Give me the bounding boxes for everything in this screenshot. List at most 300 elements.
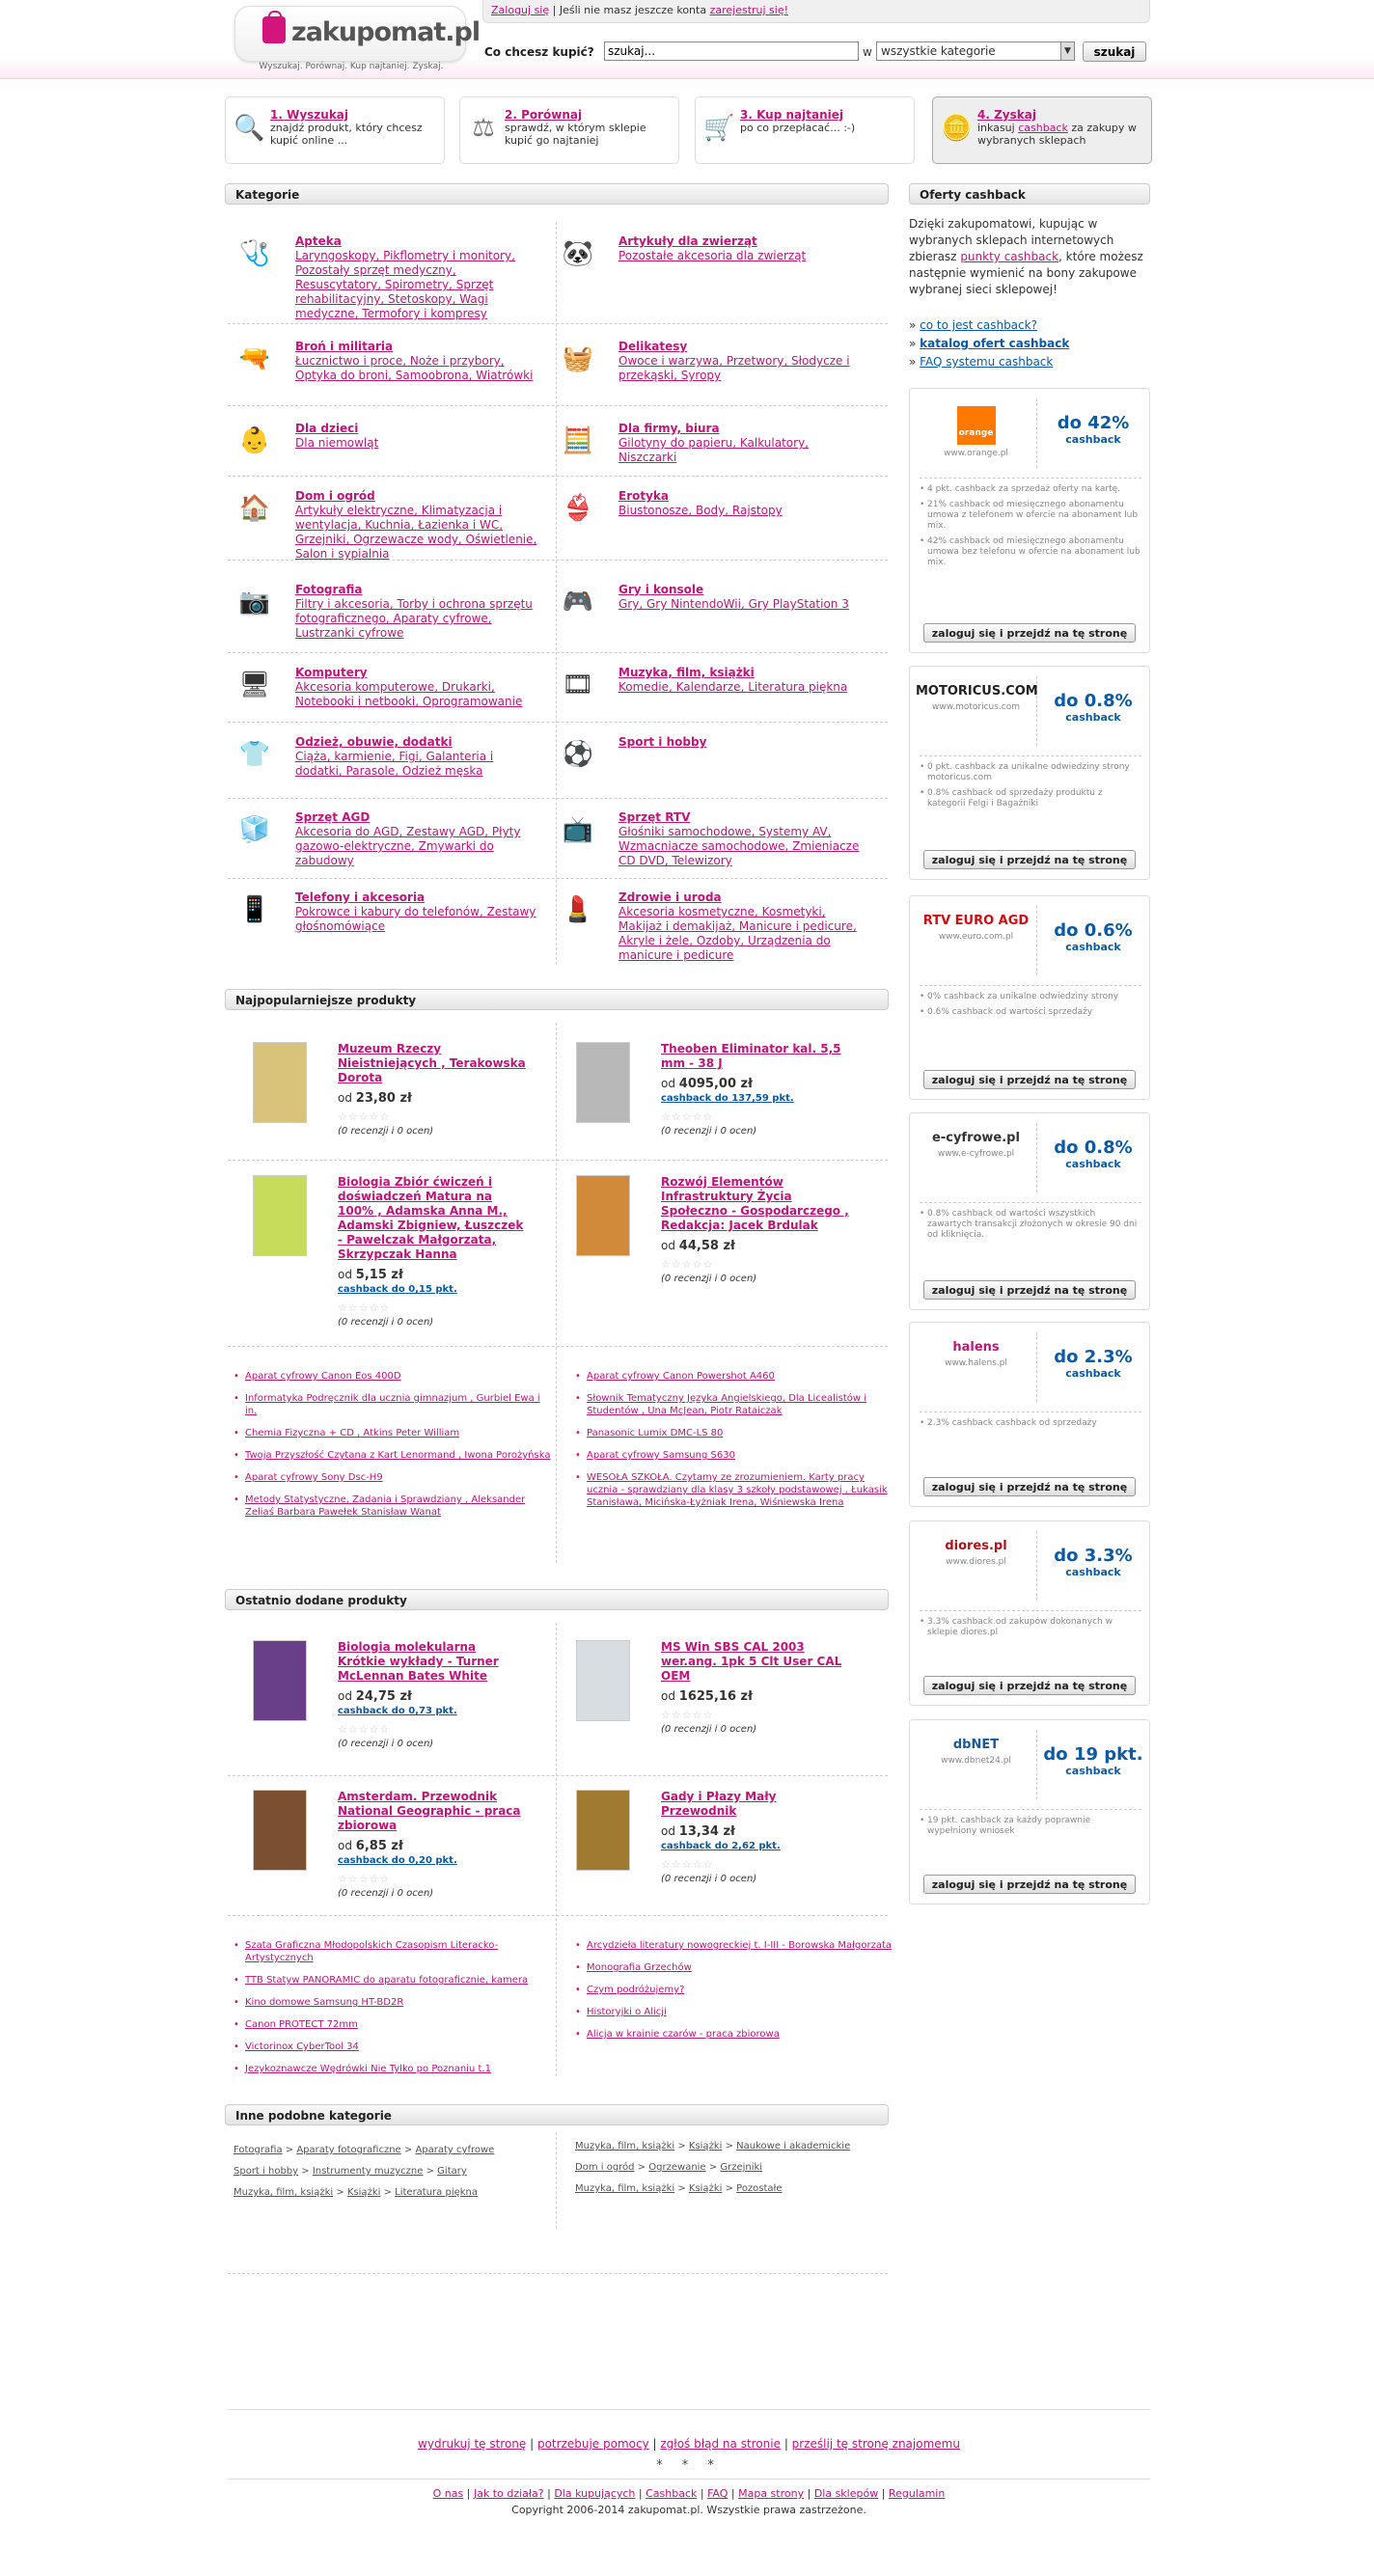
category-title[interactable]: Broń i militaria — [295, 340, 394, 353]
login-bar: Zaloguj się | Jeśli nie masz jeszcze konta zarejestruj się! — [482, 0, 1150, 23]
no-account-text: Jeśli nie masz jeszcze konta — [559, 4, 707, 16]
category-subitems[interactable]: Akcesoria komputerowe, Drukarki, Notebooki i netbooki, Oprogramowanie — [295, 680, 523, 708]
rating-stars-icon: ☆☆☆☆☆ — [338, 1873, 391, 1885]
list-item — [575, 1370, 893, 1383]
breadcrumb-link[interactable]: Aparaty fotograficzne — [296, 2145, 401, 2155]
reviews-count: (0 recenzji i 0 ocen) — [661, 1724, 757, 1735]
product-name[interactable]: Biologia Zbiór ćwiczeń i doświadczeń Matura na 100% , Adamska Anna M., Adamski Zbigniew, Łuszczek - Pawelczak Małgorzata, Skrzypczak Hanna — [338, 1175, 524, 1261]
category-title[interactable]: Zdrowie i uroda — [618, 891, 722, 904]
product-price — [338, 1839, 526, 1853]
product-name[interactable]: Biologia molekularna Krótkie wykłady - Turner McLennan Bates White — [338, 1640, 499, 1683]
breadcrumb-link[interactable]: Książki — [688, 2141, 723, 2151]
rating-stars-icon: ☆☆☆☆☆ — [338, 1110, 391, 1123]
cashback-points[interactable]: cashback do 0,73 pkt. — [338, 1706, 457, 1716]
intro-text: , które możesz następnie wymienić na bony zakupowe wybranej sieci sklepowej! — [909, 250, 1143, 296]
breadcrumb: Dom i ogród > Ogrzewanie > Grzejniki — [575, 2162, 763, 2173]
rate-label: cashback — [1065, 941, 1121, 953]
category-icon: 🧊 — [238, 814, 271, 844]
shop-url: www.e-cyfrowe.pl — [937, 1149, 1015, 1159]
product-image[interactable] — [253, 1175, 307, 1256]
divider — [228, 405, 888, 406]
category-subitems[interactable]: Głośniki samochodowe, Systemy AV, Wzmacniacze samochodowe, Zmieniacze CD DVD, Telewizory — [618, 825, 860, 867]
product-link[interactable]: Kino domowe Samsung HT-BD2R — [245, 1997, 404, 2008]
category-subitems[interactable]: Akcesoria do AGD, Zestawy AGD, Płyty gazowo-elektryczne, Zmywarki do zabudowy — [295, 825, 521, 867]
rating-stars-icon: ☆☆☆☆☆ — [338, 1723, 391, 1736]
savings-icon: 🪙 — [941, 114, 973, 143]
category-subitems[interactable]: Komedie, Kalendarze, Literatura piękna — [618, 680, 848, 694]
step-text: za zakupy w wybranych sklepach — [977, 122, 1137, 147]
cashback-points[interactable]: cashback do 0,15 pkt. — [338, 1284, 457, 1295]
breadcrumb-link[interactable]: Muzyka, film, książki — [575, 2183, 675, 2194]
product-link[interactable]: Arcydzieła literatury nowogreckiej t. I-III - Borowska Małgorzata — [587, 1940, 893, 1951]
cashback-faq-link[interactable]: FAQ systemu cashback — [920, 355, 1054, 369]
category-icon: 🎞 — [562, 670, 594, 699]
offer-note: • 21% cashback od miesięcznego abonamentu umowa z telefonem w ofercie na abonament lub mix. — [920, 500, 1141, 532]
offer-logo[interactable] — [916, 398, 1037, 468]
product-image[interactable] — [576, 1640, 630, 1721]
category-title[interactable]: Delikatesy — [618, 340, 688, 353]
rate-label: cashback — [1065, 1765, 1121, 1777]
rate-value: do 0.8% — [1054, 1137, 1133, 1158]
product-link[interactable]: Aparat cyfrowy Canon Powershot A460 — [587, 1371, 775, 1382]
category-text — [295, 891, 542, 934]
reviews-count: (0 recenzji i 0 ocen) — [338, 1126, 434, 1137]
login-and-go-button[interactable]: zaloguj się i przejdź na tę stronę — [923, 1875, 1136, 1894]
product-link[interactable]: Aparat cyfrowy Samsung S630 — [587, 1450, 735, 1461]
product-price — [338, 1689, 526, 1704]
footer-actions: wydrukuj tę stronę | potrzebuje pomocy | zgłoś błąd na stronie | prześlij tę stronę znajomemu — [228, 2409, 1150, 2451]
category-title[interactable]: Gry i konsole — [618, 583, 704, 596]
price-value: 1625,16 zł — [678, 1689, 753, 1704]
category-subitems[interactable]: Gilotyny do papieru, Kalkulatory, Niszczarki — [618, 436, 809, 464]
step-earn — [932, 96, 1152, 164]
divider — [228, 323, 888, 324]
price-prefix: od — [338, 1839, 352, 1852]
category-icon: 🏠 — [238, 493, 271, 523]
footer-link[interactable]: Dla kupujących — [554, 2487, 636, 2500]
list-item — [234, 2063, 552, 2075]
recent-list-right — [575, 1939, 893, 2050]
category-subitems[interactable]: Pozostałe akcesoria dla zwierząt — [618, 249, 807, 262]
category-select[interactable] — [876, 41, 1075, 61]
offer-logo[interactable] — [916, 1123, 1037, 1192]
offer-note: • 0.6% cashback od wartości sprzedaży — [920, 1007, 1141, 1018]
product-link[interactable]: WESOŁA SZKOŁA. Czytamy ze zrozumieniem. Karty pracy ucznia - sprawdziany dla klasy 3 szkoły podstawowej , Łukasik Stanisława, Micińska-Łyżniak Irena, Wiśniewska Irena — [587, 1472, 888, 1508]
popular-list-right — [575, 1370, 893, 1519]
list-item — [575, 2028, 893, 2041]
cashback-points[interactable]: cashback do 2,62 pkt. — [661, 1841, 781, 1851]
cashback-intro — [909, 216, 1150, 298]
breadcrumb-link[interactable]: Literatura piękna — [395, 2187, 479, 2198]
step-text: znajdź produkt, który chcesz kupić online ... — [270, 122, 423, 147]
price-value: 23,80 zł — [355, 1091, 412, 1106]
product-name[interactable]: MS Win SBS CAL 2003 wer.ang. 1pk 5 Clt User CAL OEM — [661, 1640, 842, 1683]
footer-link[interactable]: zgłoś błąd na stronie — [660, 2437, 781, 2451]
rating-stars-icon: ☆☆☆☆☆ — [661, 1258, 714, 1271]
offer-note: • 42% cashback od miesięcznego abonamentu umowa bez telefonu w ofercie na abonament lub mix. — [920, 536, 1141, 568]
category-title[interactable]: Dla dzieci — [295, 422, 359, 435]
product-link[interactable]: Canon PROTECT 72mm — [245, 2019, 358, 2030]
footer-link[interactable]: Mapa strony — [738, 2487, 805, 2500]
list-item — [234, 1427, 552, 1439]
rate-label: cashback — [1065, 711, 1121, 724]
category-icon: 🩺 — [238, 238, 271, 268]
product-image[interactable] — [576, 1790, 630, 1871]
price-value: 4095,00 zł — [678, 1077, 753, 1091]
step-text: inkasuj — [977, 122, 1015, 134]
register-link[interactable]: zarejestruj się! — [709, 4, 789, 16]
product-link[interactable]: Panasonic Lumix DMC-LS 80 — [587, 1428, 724, 1439]
scales-icon: ⚖ — [472, 114, 495, 143]
category-text — [618, 735, 866, 750]
cashback-offer — [909, 666, 1150, 880]
list-item — [234, 1494, 552, 1519]
link-row: » FAQ systemu cashback — [909, 355, 1054, 369]
divider — [228, 560, 888, 561]
footer-link[interactable]: potrzebuje pomocy — [536, 2437, 649, 2451]
breadcrumb-link[interactable]: Naukowe i akademickie — [736, 2141, 851, 2151]
popular-list-left — [234, 1370, 552, 1528]
product-link[interactable]: Informatyka Podręcznik dla ucznia gimnazjum , Gurbiel Ewa i in. — [245, 1393, 540, 1416]
category-text — [618, 422, 866, 465]
category-subitems[interactable]: Laryngoskopy, Pikflometry i monitory, Pozostały sprzęt medyczny, Resuscytatory, Spirometry, Sprzęt rehabilitacyjny, Stetoskopy, Wagi medyczne, Termofory i kompresy — [295, 249, 515, 320]
product-info — [661, 1042, 849, 1138]
reviews-count: (0 recenzji i 0 ocen) — [661, 1874, 757, 1884]
step-title[interactable]: 1. Wyszukaj — [270, 108, 349, 122]
login-and-go-button[interactable]: zaloguj się i przejdź na tę stronę — [923, 623, 1136, 643]
search-bar — [484, 41, 1150, 65]
copyright: Copyright 2006-2014 zakupomat.pl. Wszystkie prawa zastrzeżone. — [511, 2504, 866, 2516]
step-title[interactable]: 4. Zyskaj — [977, 108, 1036, 122]
shop-logo: diores.pl — [916, 1539, 1036, 1553]
logo-tagline: Wyszukaj. Porównaj. Kup najtaniej. Zyskaj. — [259, 62, 444, 71]
cashback-link[interactable]: cashback — [1018, 122, 1068, 134]
offer-logo[interactable] — [916, 906, 1037, 975]
list-item — [575, 1392, 893, 1417]
breadcrumb-link[interactable]: Grzejniki — [720, 2162, 763, 2173]
product-link[interactable]: TTB Statyw PANORAMIC do aparatu fotograficznie, kamera — [245, 1975, 529, 1986]
divider — [228, 476, 888, 477]
category-subitems[interactable]: Gry, Gry NintendoWii, Gry PlayStation 3 — [618, 597, 849, 611]
cashback-points[interactable]: cashback do 137,59 pkt. — [661, 1093, 794, 1104]
product-link[interactable]: Aparat cyfrowy Canon Eos 400D — [245, 1371, 401, 1382]
category-select-value: wszystkie kategorie — [881, 44, 996, 58]
category-text — [618, 583, 866, 612]
price-prefix: od — [661, 1689, 675, 1703]
price-value: 24,75 zł — [355, 1689, 412, 1704]
product-link[interactable]: Historyjki o Alicji — [587, 2007, 667, 2017]
divider — [228, 652, 888, 653]
offer-rate — [1039, 1348, 1147, 1381]
shop-url: www.orange.pl — [944, 449, 1008, 458]
category-icon: 📺 — [562, 814, 594, 844]
breadcrumb-link[interactable]: Dom i ogród — [575, 2162, 635, 2173]
product-name[interactable]: Gady i Płazy Mały Przewodnik — [661, 1790, 777, 1818]
offer-logo[interactable] — [916, 1332, 1037, 1402]
category-text — [295, 810, 542, 868]
rate-label: cashback — [1065, 433, 1121, 446]
offer-note: • 0% cashback za unikalne odwiedziny strony — [920, 992, 1141, 1002]
column-divider — [556, 1023, 557, 1563]
reviews-count: (0 recenzji i 0 ocen) — [661, 1126, 757, 1137]
offer-notes — [920, 1610, 1141, 1643]
category-text — [618, 340, 866, 383]
category-title[interactable]: Komputery — [295, 666, 368, 679]
offer-logo[interactable] — [916, 1531, 1037, 1601]
product-price — [338, 1091, 526, 1106]
breadcrumb-link[interactable]: Muzyka, film, książki — [234, 2187, 334, 2198]
breadcrumb-link[interactable]: Gitary — [437, 2166, 467, 2177]
column-divider — [556, 2132, 557, 2229]
intro-text: Dzięki zakupomatowi, kupując w wybranych sklepach internetowych zbierasz — [909, 217, 1114, 263]
product-link[interactable]: Twoja Przyszłość Czytana z Kart Lenormand , Iwona Porożyńska — [245, 1450, 551, 1461]
category-subitems[interactable]: Artykuły elektryczne, Klimatyzacja i wentylacja, Kuchnia, Łazienka i WC, Grzejniki, Ogrzewacze wody, Oświetlenie, Salon i sypialnia — [295, 504, 537, 561]
offer-notes — [920, 985, 1141, 1023]
breadcrumb-link[interactable]: Muzyka, film, książki — [575, 2141, 675, 2151]
step-title[interactable]: 2. Porównaj — [505, 108, 583, 122]
product-price — [661, 1689, 849, 1704]
category-icon: 🧺 — [562, 343, 594, 373]
offer-logo[interactable] — [916, 676, 1037, 746]
shopping-bag-icon — [262, 16, 286, 43]
rate-value: do 0.8% — [1054, 691, 1133, 711]
shop-url: www.motoricus.com — [931, 702, 1021, 712]
product-link[interactable]: Victorinox CyberTool 34 — [245, 2042, 359, 2052]
list-item — [234, 1449, 552, 1462]
category-text — [295, 735, 542, 779]
list-item — [575, 2006, 893, 2018]
list-item — [234, 2041, 552, 2053]
cashback-links — [909, 316, 1150, 371]
list-item — [575, 1984, 893, 1996]
category-subitems[interactable]: Filtry i akcesoria, Torby i ochrona sprzętu fotograficznego, Aparaty cyfrowe, Lustrzanki cyfrowe — [295, 597, 533, 640]
footer-stars: * * * — [656, 2458, 722, 2473]
breadcrumb-link[interactable]: Książki — [688, 2183, 723, 2194]
divider — [228, 722, 888, 723]
category-icon: 👕 — [238, 739, 271, 769]
breadcrumb-link[interactable]: Sport i hobby — [234, 2166, 299, 2177]
search-button[interactable]: szukaj — [1083, 41, 1146, 62]
category-title[interactable]: Dom i ogród — [295, 489, 375, 503]
offer-note: • 0.8% cashback od wartości wszystkich zawartych transakcji złożonych w okresie 90 dni od kliknięcia. — [920, 1209, 1141, 1241]
list-item — [575, 1939, 893, 1952]
footer-link[interactable]: FAQ — [707, 2487, 728, 2500]
reviews-count: (0 recenzji i 0 ocen) — [338, 1739, 434, 1749]
category-text — [295, 583, 542, 641]
category-subitems[interactable]: Pokrowce i kabury do telefonów, Zestawy głośnomówiące — [295, 905, 536, 933]
cashback-points[interactable]: cashback do 0,20 pkt. — [338, 1855, 457, 1866]
logo-text: zakupomat.pl — [291, 17, 481, 47]
category-title[interactable]: Artykuły dla zwierząt — [618, 234, 757, 248]
what-is-cashback-link[interactable]: co to jest cashback? — [920, 318, 1037, 332]
login-and-go-button[interactable]: zaloguj się i przejdź na tę stronę — [923, 1280, 1136, 1300]
price-prefix: od — [661, 1824, 675, 1838]
breadcrumb-link[interactable]: Pozostałe — [736, 2183, 783, 2194]
category-icon: 📷 — [238, 587, 271, 617]
list-item — [234, 1471, 552, 1484]
footer-link[interactable]: Jak to działa? — [473, 2487, 544, 2500]
offer-rate — [1039, 921, 1147, 954]
category-icon: 🎮 — [562, 587, 594, 617]
product-image[interactable] — [576, 1042, 630, 1123]
cashback-offer — [909, 1112, 1150, 1310]
product-price — [338, 1268, 526, 1282]
rating-stars-icon: ☆☆☆☆☆ — [661, 1110, 714, 1123]
login-and-go-button[interactable]: zaloguj się i przejdź na tę stronę — [923, 850, 1136, 869]
divider — [228, 1915, 888, 1916]
category-title[interactable]: Apteka — [295, 234, 342, 248]
category-icon: 🖥 — [238, 670, 271, 699]
category-text — [618, 234, 866, 263]
category-title[interactable]: Muzyka, film, książki — [618, 666, 755, 679]
product-image[interactable] — [253, 1790, 307, 1871]
product-name[interactable]: Rozwój Elementów Infrastruktury Życia Społeczno - Gospodarczego , Redakcja: Jacek Brdulak — [661, 1175, 849, 1232]
category-icon: 👶 — [238, 425, 271, 455]
offer-logo[interactable] — [916, 1730, 1037, 1799]
breadcrumb-link[interactable]: Ogrzewanie — [648, 2162, 706, 2173]
product-link[interactable]: Monografia Grzechów — [587, 1962, 692, 1973]
list-item — [575, 1961, 893, 1974]
category-subitems[interactable]: Łucznictwo i proce, Noże i przybory, Optyka do broni, Samoobrona, Wiatrówki — [295, 354, 534, 382]
price-value: 6,85 zł — [355, 1839, 403, 1853]
list-item — [234, 1996, 552, 2009]
category-icon: 💄 — [562, 894, 594, 924]
logo[interactable] — [234, 6, 481, 71]
category-title[interactable]: Odzież, obuwie, dodatki — [295, 735, 453, 749]
category-title[interactable]: Erotyka — [618, 489, 669, 503]
cashback-offer — [909, 895, 1150, 1100]
breadcrumb-link[interactable]: Książki — [346, 2187, 381, 2198]
product-name[interactable]: Theoben Eliminator kal. 5,5 mm - 38 J — [661, 1042, 841, 1070]
footer-link[interactable]: Cashback — [646, 2487, 698, 2500]
rating-stars-icon: ☆☆☆☆☆ — [338, 1302, 391, 1314]
similar-header: Inne podobne kategorie — [225, 2104, 889, 2125]
price-prefix: od — [338, 1689, 352, 1703]
offer-notes — [920, 1411, 1141, 1434]
link-row: » co to jest cashback? — [909, 318, 1037, 332]
product-link[interactable]: Alicja w krainie czarów - praca zbiorowa — [587, 2029, 780, 2040]
product-image[interactable] — [253, 1042, 307, 1123]
rate-label: cashback — [1065, 1158, 1121, 1170]
search-label: Co chcesz kupić? — [484, 45, 594, 59]
list-item — [575, 1471, 893, 1509]
login-and-go-button[interactable]: zaloguj się i przejdź na tę stronę — [923, 1070, 1136, 1089]
breadcrumb-link[interactable]: Aparaty cyfrowe — [415, 2145, 495, 2155]
product-name[interactable]: Muzeum Rzeczy Nieistniejących , Terakowska Dorota — [338, 1042, 526, 1084]
cashback-offer — [909, 1322, 1150, 1507]
category-icon: 🐼 — [562, 238, 594, 268]
offer-rate — [1039, 1745, 1147, 1778]
login-link[interactable]: Zaloguj się — [491, 4, 550, 16]
category-title[interactable]: Sprzęt AGD — [295, 810, 371, 824]
footer-link[interactable]: O nas — [432, 2487, 464, 2500]
cart-icon: 🛒 — [703, 114, 735, 143]
product-name[interactable]: Amsterdam. Przewodnik National Geographic - praca zbiorowa — [338, 1790, 521, 1832]
shop-logo: dbNET — [916, 1738, 1036, 1752]
footer-link[interactable]: prześlij tę stronę znajomemu — [791, 2437, 960, 2451]
offer-rate — [1039, 1138, 1147, 1171]
category-subitems[interactable]: Ciąża, karmienie, Figi, Galanteria i dodatki, Parasole, Odzież męska — [295, 750, 494, 778]
rate-value: do 42% — [1057, 413, 1130, 433]
category-subitems[interactable]: Owoce i warzywa, Przetwory, Słodycze i przekąski, Syropy — [618, 354, 850, 382]
product-link[interactable]: Szata Graficzna Młodopolskich Czasopism Literacko-Artystycznych — [245, 1940, 499, 1963]
login-and-go-button[interactable]: zaloguj się i przejdź na tę stronę — [923, 1477, 1136, 1496]
category-icon: ⚽ — [562, 739, 594, 769]
login-and-go-button[interactable]: zaloguj się i przejdź na tę stronę — [923, 1676, 1136, 1695]
reviews-count: (0 recenzji i 0 ocen) — [338, 1317, 434, 1328]
step-text: po co przepłacać... :-) — [740, 122, 856, 134]
offer-note: • 0.8% cashback od sprzedaży produktu z kategorii Felgi i Bagażniki — [920, 788, 1141, 809]
points-link[interactable]: punkty cashback — [960, 250, 1059, 263]
category-title[interactable]: Sprzęt RTV — [618, 810, 691, 824]
category-subitems[interactable]: Biustonosze, Body, Rajstopy — [618, 504, 783, 517]
product-image[interactable] — [253, 1640, 307, 1721]
category-title[interactable]: Fotografia — [295, 583, 363, 596]
step-title[interactable]: 3. Kup najtaniej — [740, 108, 843, 122]
category-title[interactable]: Sport i hobby — [618, 735, 707, 749]
popular-header: Najpopularniejsze produkty — [225, 989, 889, 1010]
footer-link[interactable]: Regulamin — [888, 2487, 946, 2500]
category-title[interactable]: Dla firmy, biura — [618, 422, 720, 435]
divider — [228, 2273, 888, 2274]
breadcrumb-link[interactable]: Instrumenty muzyczne — [312, 2166, 424, 2177]
shop-logo: RTV EURO AGD — [916, 914, 1036, 928]
reviews-count: (0 recenzji i 0 ocen) — [338, 1888, 434, 1899]
product-image[interactable] — [576, 1175, 630, 1256]
product-link[interactable]: Czym podróżujemy? — [587, 1985, 685, 1995]
link-row: » katalog ofert cashback — [909, 337, 1070, 350]
product-link[interactable]: Chemia Fizyczna + CD , Atkins Peter William — [245, 1428, 460, 1439]
footer-link[interactable]: Dla sklepów — [813, 2487, 879, 2500]
product-info — [661, 1175, 849, 1286]
offer-note: • 0 pkt. cashback za unikalne odwiedziny strony motoricus.com — [920, 762, 1141, 783]
offer-notes — [920, 1809, 1141, 1842]
product-info — [661, 1640, 849, 1737]
search-input[interactable] — [604, 41, 859, 61]
breadcrumb: Muzyka, film, książki > Książki > Literatura piękna — [234, 2187, 479, 2198]
offer-rate — [1039, 1547, 1147, 1579]
product-link[interactable]: Aparat cyfrowy Sony Dsc-H9 — [245, 1472, 383, 1483]
cashback-offer — [909, 388, 1150, 653]
step-text: sprawdź, w którym sklepie kupić go najtaniej — [505, 122, 646, 147]
list-item — [575, 1449, 893, 1462]
category-icon: 🧮 — [562, 425, 594, 455]
rating-stars-icon: ☆☆☆☆☆ — [661, 1858, 714, 1871]
product-link[interactable]: Słownik Tematyczny Języka Angielskiego, Dla Licealistów i Studentów , Una McJean, Piotr Rataiczak — [587, 1393, 867, 1416]
breadcrumb-link[interactable]: Fotografia — [234, 2145, 283, 2155]
category-text — [295, 234, 542, 321]
category-subitems[interactable]: Dla niemowląt — [295, 436, 379, 450]
divider — [228, 878, 888, 879]
category-subitems[interactable]: Akcesoria kosmetyczne, Kosmetyki, Makijaż i demakijaż, Manicure i pedicure, Akryle i żele, Ozdoby, Urządzenia do manicure i pedicure — [618, 905, 857, 962]
product-link[interactable]: Jezykoznawcze Wędrówki Nie Tylko po Poznaniu t.1 — [245, 2064, 491, 2074]
list-item — [234, 1370, 552, 1383]
shop-url: www.diores.pl — [946, 1557, 1006, 1567]
magnifier-icon: 🔍 — [234, 114, 265, 143]
cashback-catalog-link[interactable]: katalog ofert cashback — [920, 337, 1070, 350]
in-word: w — [863, 45, 872, 59]
category-text — [295, 666, 542, 709]
step-search — [225, 96, 445, 164]
category-text — [618, 810, 866, 868]
category-title[interactable]: Telefony i akcesoria — [295, 891, 426, 904]
rate-value: do 2.3% — [1054, 1347, 1133, 1367]
offer-note: • 2.3% cashback cashback od sprzedaży — [920, 1418, 1141, 1429]
footer-link[interactable]: wydrukuj tę stronę — [418, 2437, 527, 2451]
similar-list-right — [575, 2140, 865, 2204]
rate-label: cashback — [1065, 1566, 1121, 1578]
product-link[interactable]: Metody Statystyczne, Zadania i Sprawdziany , Aleksander Zeliaś Barbara Pawełek Stanisław Wanat — [245, 1494, 526, 1518]
